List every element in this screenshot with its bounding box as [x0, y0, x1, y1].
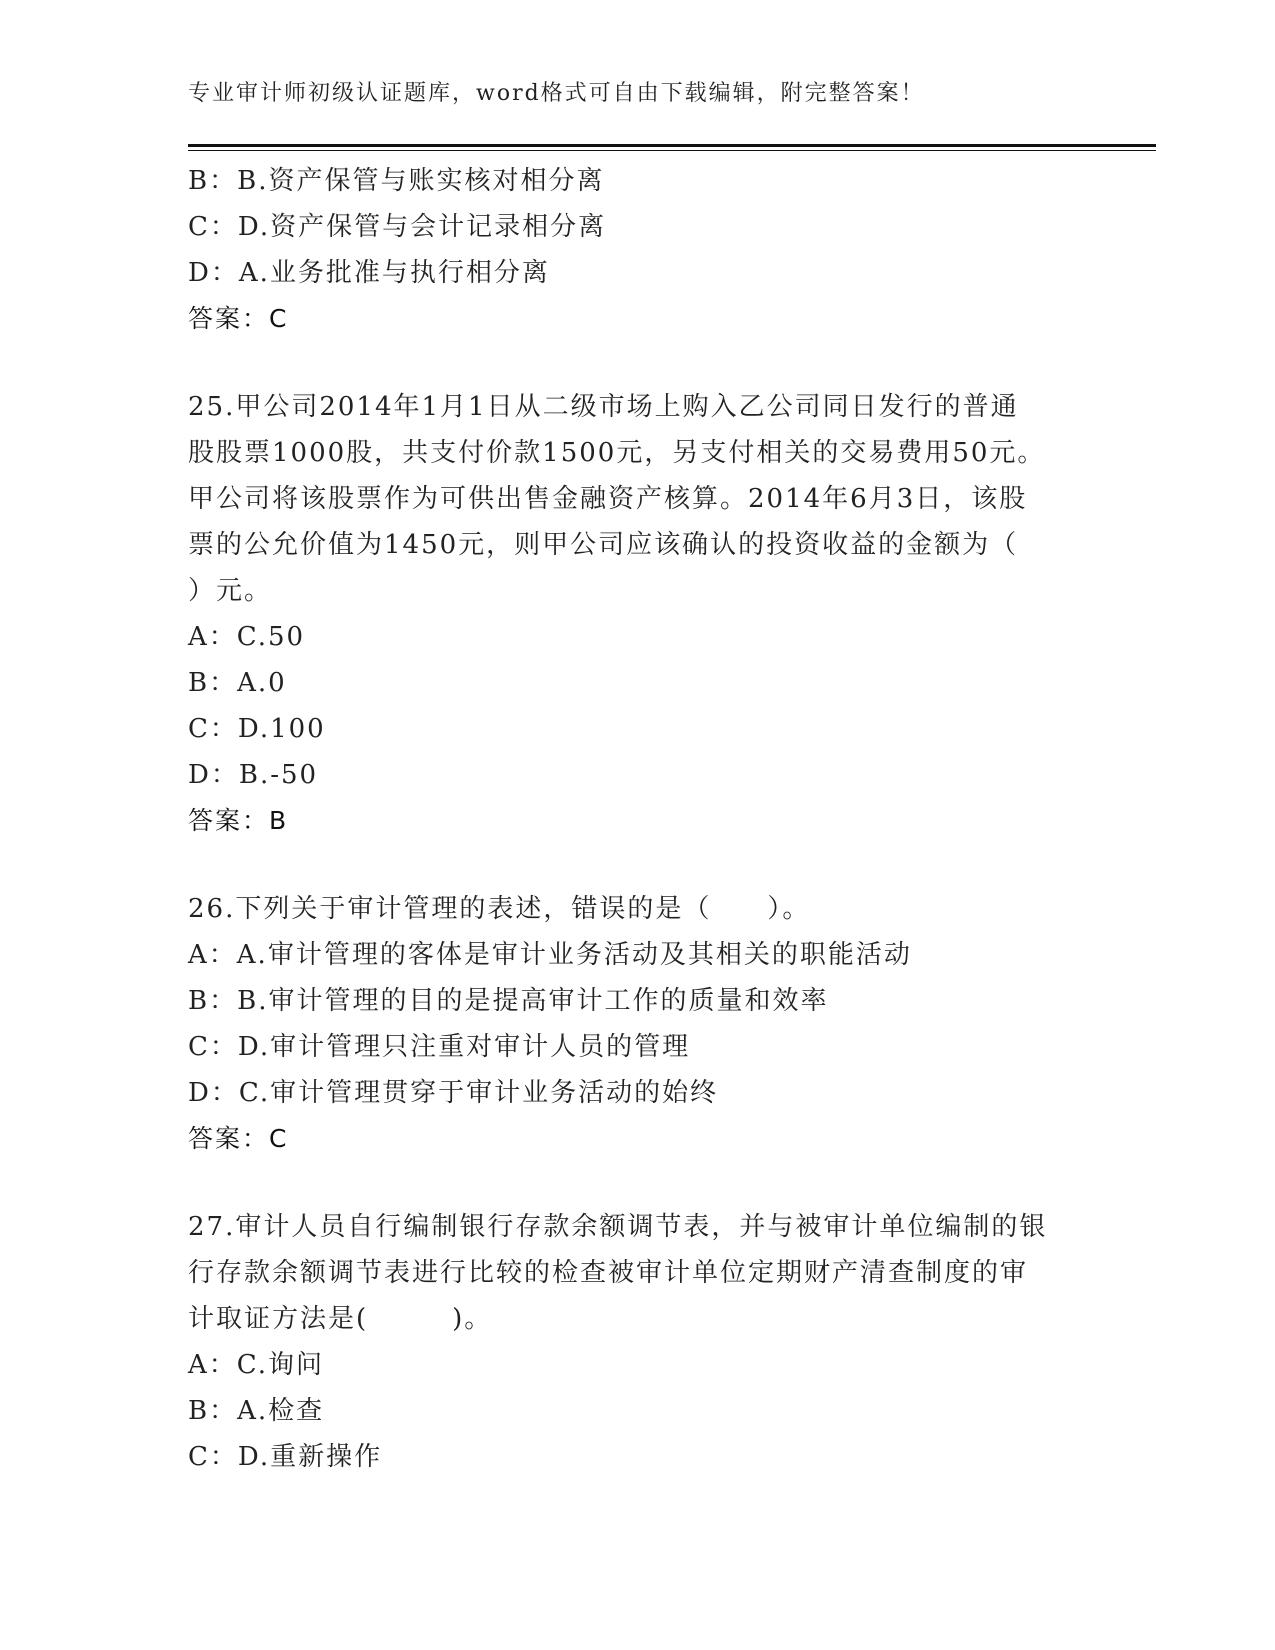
question-line: 26.下列关于审计管理的表述，错误的是（ ）。	[188, 894, 811, 924]
header-rule-thin	[188, 150, 1156, 151]
option-a: A：A.审计管理的客体是审计业务活动及其相关的职能活动	[188, 940, 912, 970]
question-block	[188, 158, 1088, 342]
question-line: 计取证方法是( )。	[188, 1304, 493, 1334]
block-gap	[188, 844, 1088, 886]
answer-line: 答案：C	[188, 304, 289, 333]
question-text	[188, 1204, 1088, 1342]
option-b: B：A.检查	[188, 1396, 325, 1426]
question-line: ）元。	[188, 576, 273, 606]
option-c: C：D.审计管理只注重对审计人员的管理	[188, 1032, 691, 1062]
option-c: C：D.重新操作	[188, 1442, 383, 1472]
option-c: C：D.资产保管与会计记录相分离	[188, 212, 607, 242]
option-b: B：B.资产保管与账实核对相分离	[188, 166, 605, 196]
document-body	[188, 158, 1088, 1480]
page-header: 专业审计师初级认证题库，word格式可自由下载编辑，附完整答案！	[188, 81, 925, 106]
question-line: 股股票1000股，共支付价款1500元，另支付相关的交易费用50元。	[188, 438, 1046, 468]
question-text	[188, 384, 1088, 614]
question-block	[188, 384, 1088, 844]
question-block	[188, 886, 1088, 1162]
question-text	[188, 886, 1088, 932]
question-line: 25.甲公司2014年1月1日从二级市场上购入乙公司同日发行的普通	[188, 392, 1019, 422]
option-a: A：C.询问	[188, 1350, 325, 1380]
question-line: 27.审计人员自行编制银行存款余额调节表，并与被审计单位编制的银	[188, 1212, 1048, 1242]
question-block	[188, 1204, 1088, 1480]
question-line: 行存款余额调节表进行比较的检查被审计单位定期财产清查制度的审	[188, 1258, 1029, 1288]
option-b: B：A.0	[188, 668, 287, 698]
question-line: 甲公司将该股票作为可供出售金融资产核算。2014年6月3日，该股	[188, 484, 1028, 514]
answer-line: 答案：B	[188, 806, 289, 835]
option-c: C：D.100	[188, 714, 326, 744]
option-d: D：B.-50	[188, 760, 319, 790]
option-d: D：A.业务批准与执行相分离	[188, 258, 550, 288]
header-rule-thick	[188, 144, 1156, 147]
answer-line: 答案：C	[188, 1124, 289, 1153]
option-d: D：C.审计管理贯穿于审计业务活动的始终	[188, 1078, 719, 1108]
option-a: A：C.50	[188, 622, 306, 652]
block-gap	[188, 1162, 1088, 1204]
question-line: 票的公允价值为1450元，则甲公司应该确认的投资收益的金额为（	[188, 530, 1019, 560]
option-b: B：B.审计管理的目的是提高审计工作的质量和效率	[188, 986, 829, 1016]
block-gap	[188, 342, 1088, 384]
